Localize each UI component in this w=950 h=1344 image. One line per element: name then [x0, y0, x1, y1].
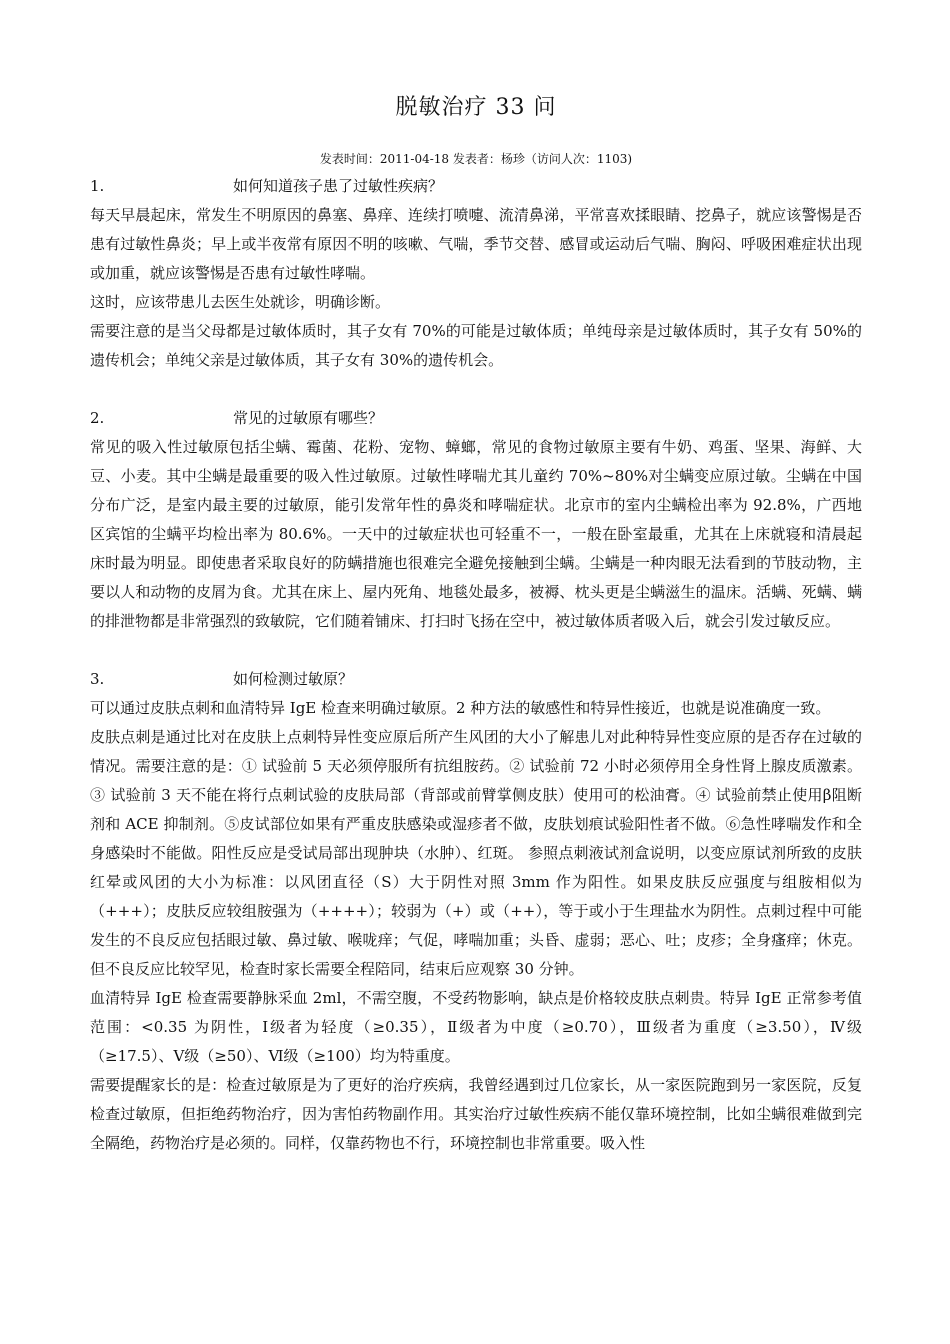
- question-text: 如何知道孩子患了过敏性疾病？: [233, 177, 444, 195]
- question-number: 2.: [90, 409, 105, 427]
- question-number: 1.: [90, 177, 105, 195]
- question-text: 常见的过敏原有哪些？: [233, 409, 384, 427]
- document-body: [90, 172, 862, 1158]
- paragraph-gap: [90, 375, 862, 404]
- question-heading: [90, 665, 862, 694]
- paragraph: 需要注意的是当父母都是过敏体质时，其子女有 70%的可能是过敏体质；单纯母亲是过敏体质时，其子女有 50%的遗传机会；单纯父亲是过敏体质，其子女有 30%的遗传机会。: [90, 322, 862, 369]
- paragraph: 可以通过皮肤点刺和血清特异 IgE 检查来明确过敏原。2 种方法的敏感性和特异性接近，也就是说准确度一致。: [90, 699, 831, 717]
- question-heading: [90, 404, 862, 433]
- document-title: 脱敏治疗 33 问: [395, 95, 557, 120]
- question-heading: [90, 172, 862, 201]
- paragraph: 常见的吸入性过敏原包括尘螨、霉菌、花粉、宠物、蟑螂，常见的食物过敏原主要有牛奶、鸡蛋、坚果、海鲜、大豆、小麦。其中尘螨是最重要的吸入性过敏原。过敏性哮喘尤其儿童约 70%~80%对尘螨变应原过敏。尘螨在中国分布广泛，是室内最主要的过敏原，能引发常年性的鼻炎和哮喘症状。北京市的室内尘螨检出率为 92.8%，广西地区宾馆的尘螨平均检出率为 80.6%。一天中的过敏症状也可轻重不一，一般在卧室最重，尤其在上床就寝和清晨起床时最为明显。即使患者采取良好的防螨措施也很难完全避免接触到尘螨。尘螨是一种肉眼无法看到的节肢动物，主要以人和动物的皮屑为食。尤其在床上、屋内死角、地毯处最多，被褥、枕头更是尘螨滋生的温床。活螨、死螨、螨的排泄物都是非常强烈的致敏院，它们随着铺床、打扫时飞扬在空中，被过敏体质者吸入后，就会引发过敏反应。: [90, 438, 862, 630]
- paragraph-gap: [90, 636, 862, 665]
- paragraph: 需要提醒家长的是：检查过敏原是为了更好的治疗疾病，我曾经遇到过几位家长，从一家医院跑到另一家医院，反复检查过敏原，但拒绝药物治疗，因为害怕药物副作用。其实治疗过敏性疾病不能仅靠环境控制，比如尘螨很难做到完全隔绝，药物治疗是必须的。同样，仅靠药物也不行，环境控制也非常重要。吸入性: [90, 1076, 862, 1152]
- paragraph: 这时，应该带患儿去医生处就诊，明确诊断。: [90, 293, 391, 311]
- question-number: 3.: [90, 670, 105, 688]
- document-meta: 发表时间：2011-04-18 发表者：杨珍（访问人次：1103): [319, 152, 633, 166]
- paragraph: 皮肤点刺是通过比对在皮肤上点刺特异性变应原后所产生风团的大小了解患儿对此种特异性变应原的是否存在过敏的情况。需要注意的是：① 试验前 5 天必须停服所有抗组胺药。② 试验前 72 小时必须停用全身性肾上腺皮质激素。③ 试验前 3 天不能在将行点刺试验的皮肤局部（背部或前臂掌侧皮肤）使用可的松油膏。④ 试验前禁止使用β阻断剂和 ACE 抑制剂。⑤皮试部位如果有严重皮肤感染或湿疹者不做，皮肤划痕试验阳性者不做。⑥急性哮喘发作和全身感染时不能做。阳性反应是受试局部出现肿块（水肿）、红斑。 参照点刺液试剂盒说明，以变应原试剂所致的皮肤红晕或风团的大小为标准：以风团直径（S）大于阴性对照 3mm 作为阳性。如果皮肤反应强度与组胺相似为（+++）；皮肤反应较组胺强为（++++）；较弱为（+）或（++），等于或小于生理盐水为阴性。点刺过程中可能发生的不良反应包括眼过敏、鼻过敏、喉咙痒；气促，哮喘加重；头昏、虚弱；恶心、吐；皮疹；全身瘙痒；休克。但不良反应比较罕见，检查时家长需要全程陪同，结束后应观察 30 分钟。: [90, 728, 862, 978]
- question-text: 如何检测过敏原？: [233, 670, 354, 688]
- paragraph: 血清特异 IgE 检查需要静脉采血 2ml，不需空腹，不受药物影响，缺点是价格较皮肤点刺贵。特异 IgE 正常参考值范围：<0.35 为阴性，Ⅰ级者为轻度（≥0.35），Ⅱ级者为中度（≥0.70），Ⅲ级者为重度（≥3.50），Ⅳ级（≥17.5）、Ⅴ级（≥50）、Ⅵ级（≥100）均为特重度。: [90, 989, 862, 1065]
- paragraph: 每天早晨起床，常发生不明原因的鼻塞、鼻痒、连续打喷嚏、流清鼻涕，平常喜欢揉眼睛、挖鼻子，就应该警惕是否患有过敏性鼻炎；早上或半夜常有原因不明的咳嗽、气喘，季节交替、感冒或运动后气喘、胸闷、呼吸困难症状出现或加重，就应该警惕是否患有过敏性哮喘。: [90, 206, 862, 282]
